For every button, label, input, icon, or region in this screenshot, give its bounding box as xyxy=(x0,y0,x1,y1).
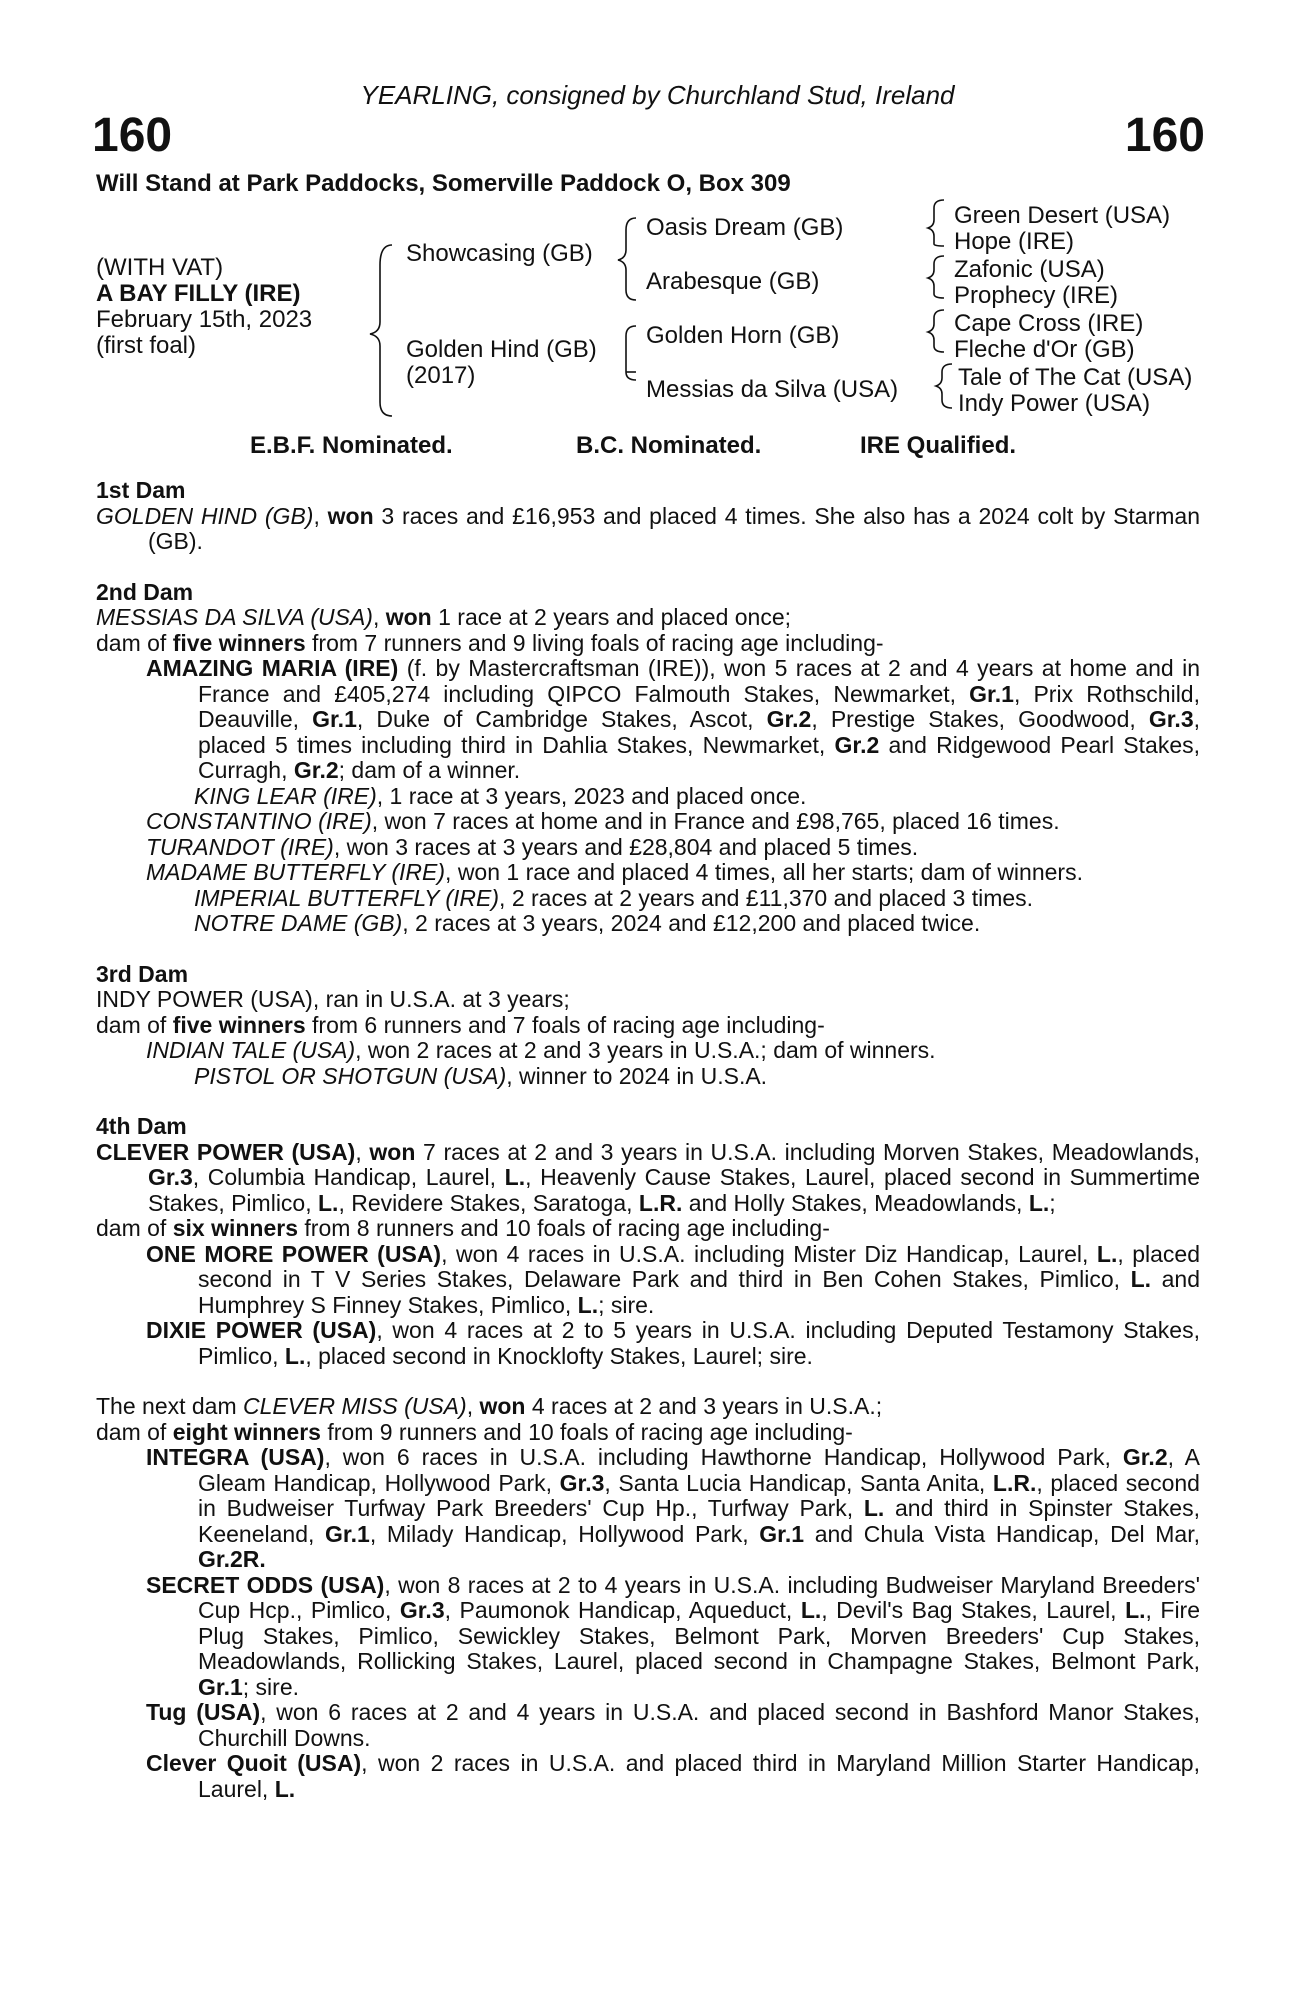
dam-sire: Golden Horn (GB) xyxy=(646,322,840,349)
catalogue-subtitle: YEARLING, consigned by Churchland Stud, Ireland xyxy=(360,80,955,110)
second-dam-produce-summary: dam of five winners from 7 runners and 9 living foals of racing age including- xyxy=(96,629,884,656)
fourth-dam-heading: 4th Dam xyxy=(96,1113,187,1139)
dam-year: (2017) xyxy=(406,362,476,389)
produce-entry: KING LEAR (IRE), 1 race at 3 years, 2023 and placed once. xyxy=(194,782,807,809)
first-dam-section xyxy=(96,478,1200,555)
produce-entry: TURANDOT (IRE), won 3 races at 3 years and £28,804 and placed 5 times. xyxy=(146,833,919,860)
third-dam-produce-summary: dam of five winners from 6 runners and 7 foals of racing age including- xyxy=(96,1011,825,1038)
second-dam-section xyxy=(96,580,1200,937)
horse-name: A BAY FILLY (IRE) xyxy=(96,280,301,307)
bc-nomination: B.C. Nominated. xyxy=(576,432,762,459)
third-dam-section xyxy=(96,962,1200,1090)
produce-entry: Clever Quoit (USA), won 2 races in U.S.A. and placed third in Maryland Million Starter Handicap, Laurel, L. xyxy=(146,1750,1200,1802)
lot-number-left: 160 xyxy=(92,109,173,162)
ire-qualification: IRE Qualified. xyxy=(860,432,1017,459)
produce-entry: IMPERIAL BUTTERFLY (IRE), 2 races at 2 years and £11,370 and placed 3 times. xyxy=(194,884,1034,911)
ggp-5: Cape Cross (IRE) xyxy=(954,310,1144,337)
produce-entry: SECRET ODDS (USA), won 8 races at 2 to 4 years in U.S.A. including Budweiser Maryland Breeders' Cup Hcp., Pimlico, Gr.3, Paumonok Handicap, Aqueduct, L., Devil's Bag Stakes, Laurel, L., Fire Plug Stakes, Pimlico, Sewickley Stakes, Belmont Park, Morven Breeders' Cup Stakes, Meadowlands, Rollicking Stakes, Laurel, placed second in Champagne Stakes, Belmont Park, Gr.1; sire. xyxy=(146,1571,1201,1700)
produce-entry: PISTOL OR SHOTGUN (USA), winner to 2024 in U.S.A. xyxy=(194,1062,768,1089)
next-dam-produce-summary: dam of eight winners from 9 runners and 10 foals of racing age including- xyxy=(96,1418,853,1445)
stand-location: Will Stand at Park Paddocks, Somerville Paddock O, Box 309 xyxy=(96,170,791,197)
produce-entry: NOTRE DAME (GB), 2 races at 3 years, 2024 and £12,200 and placed twice. xyxy=(194,910,981,936)
ggp-6: Fleche d'Or (GB) xyxy=(954,336,1135,363)
produce-entry: AMAZING MARIA (IRE) (f. by Mastercraftsman (IRE)), won 5 races at 2 and 4 years at home and in France and £405,274 including QIPCO Falmouth Stakes, Newmarket, Gr.1, Prix Rothschild, Deauville, Gr.1, Duke of Cambridge Stakes, Ascot, Gr.2, Prestige Stakes, Goodwood, Gr.3, placed 5 times including third in Dahlia Stakes, Newmarket, Gr.2 and Ridgewood Pearl Stakes, Curragh, Gr.2; dam of a winner. xyxy=(146,655,1201,783)
produce-entry: INTEGRA (USA), won 6 races in U.S.A. including Hawthorne Handicap, Hollywood Park, Gr.2, A Gleam Handicap, Hollywood Park, Gr.3, Santa Lucia Handicap, Santa Anita, L.R., placed second in Budweiser Turfway Park Breeders' Cup Hp., Turfway Park, L. and third in Spinster Stakes, Keeneland, Gr.1, Milady Handicap, Hollywood Park, Gr.1 and Chula Vista Handicap, Del Mar, Gr.2R. xyxy=(146,1444,1201,1572)
dam: Golden Hind (GB) xyxy=(406,336,597,363)
foal-note: (first foal) xyxy=(96,332,197,359)
produce-entry: CONSTANTINO (IRE), won 7 races at home and in France and £98,765, placed 16 times. xyxy=(146,808,1060,834)
produce-entry: Tug (USA), won 6 races at 2 and 4 years in U.S.A. and placed second in Bashford Manor Stakes, Churchill Downs. xyxy=(146,1699,1200,1751)
sire-sire: Oasis Dream (GB) xyxy=(646,214,844,241)
ebf-nomination: E.B.F. Nominated. xyxy=(250,432,453,459)
ggp-8: Indy Power (USA) xyxy=(958,390,1151,417)
produce-entry: MADAME BUTTERFLY (IRE), won 1 race and placed 4 times, all her starts; dam of winners. xyxy=(146,859,1083,885)
ggp-3: Zafonic (USA) xyxy=(954,256,1105,283)
produce-entry: INDIAN TALE (USA), won 2 races at 2 and 3 years in U.S.A.; dam of winners. xyxy=(146,1037,936,1063)
ggp-2: Hope (IRE) xyxy=(954,228,1075,255)
produce-entry: DIXIE POWER (USA), won 4 races at 2 to 5 years in U.S.A. including Deputed Testamony Stakes, Pimlico, L., placed second in Knocklofty Stakes, Laurel; sire. xyxy=(146,1317,1200,1369)
next-dam-section xyxy=(96,1394,1200,1802)
fourth-dam-text: CLEVER POWER (USA), won 7 races at 2 and 3 years in U.S.A. including Morven Stakes, Meadowlands, Gr.3, Columbia Handicap, Laurel, L., Heavenly Cause Stakes, Laurel, placed second in Summertime Stakes, Pimlico, L., Revidere Stakes, Saratoga, L.R. and Holly Stakes, Meadowlands, L.; xyxy=(96,1138,1201,1216)
catalogue-body xyxy=(96,478,1200,1827)
vat-note: (WITH VAT) xyxy=(96,254,224,281)
produce-entry: ONE MORE POWER (USA), won 4 races in U.S.A. including Mister Diz Handicap, Laurel, L., placed second in T V Series Stakes, Delaware Park and third in Ben Cohen Stakes, Pimlico, L. and Humphrey S Finney Stakes, Pimlico, L.; sire. xyxy=(146,1240,1201,1318)
second-dam-text: MESSIAS DA SILVA (USA), won 1 race at 2 years and placed once; xyxy=(96,604,792,630)
dam-dam: Messias da Silva (USA) xyxy=(646,376,899,403)
lot-number-right: 160 xyxy=(1124,109,1205,162)
fourth-dam-produce-summary: dam of six winners from 8 runners and 10 foals of racing age including- xyxy=(96,1215,830,1241)
second-dam-heading: 2nd Dam xyxy=(96,578,194,605)
sire: Showcasing (GB) xyxy=(406,240,593,267)
ggp-1: Green Desert (USA) xyxy=(954,202,1171,229)
third-dam-text: INDY POWER (USA), ran in U.S.A. at 3 years; xyxy=(96,986,570,1012)
third-dam-heading: 3rd Dam xyxy=(96,960,189,987)
pedigree-chart xyxy=(0,0,1315,440)
fourth-dam-section xyxy=(96,1114,1200,1369)
date-of-birth: February 15th, 2023 xyxy=(96,306,313,333)
next-dam-text: The next dam CLEVER MISS (USA), won 4 races at 2 and 3 years in U.S.A.; xyxy=(96,1393,883,1419)
sire-dam: Arabesque (GB) xyxy=(646,268,820,295)
first-dam-heading: 1st Dam xyxy=(96,477,186,503)
ggp-7: Tale of The Cat (USA) xyxy=(958,364,1193,391)
ggp-4: Prophecy (IRE) xyxy=(954,282,1119,309)
first-dam-text: GOLDEN HIND (GB), won 3 races and £16,953 and placed 4 times. She also has a 2024 colt by Starman (GB). xyxy=(96,502,1200,554)
